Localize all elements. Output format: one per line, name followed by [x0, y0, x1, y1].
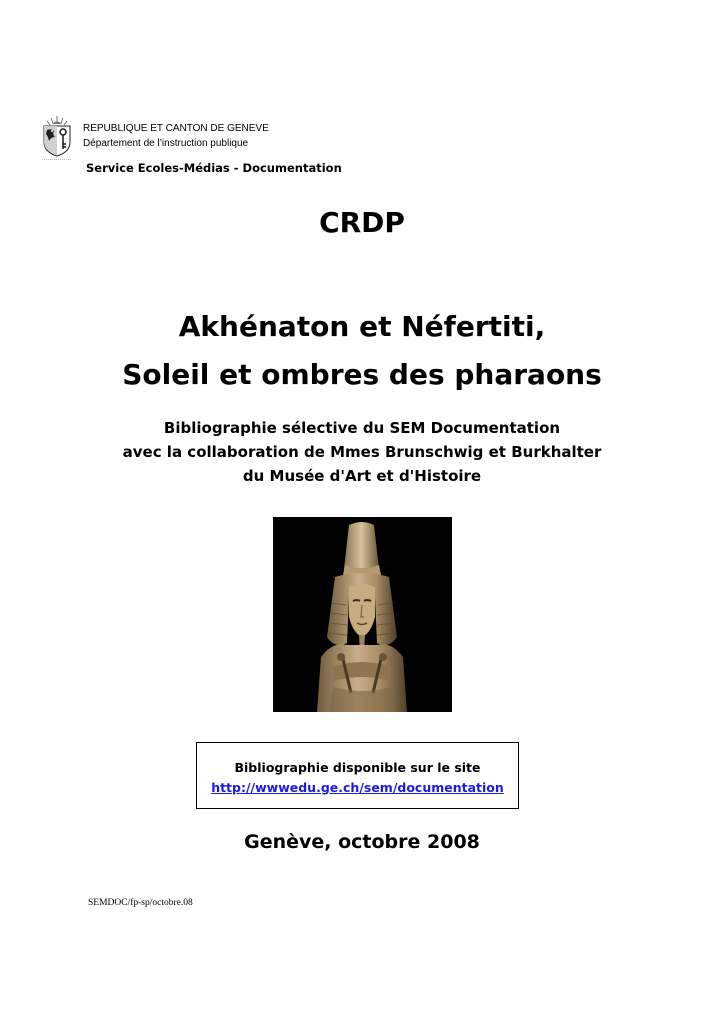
website-label: Bibliographie disponible sur le site — [234, 760, 481, 775]
geneva-coat-of-arms-icon — [40, 114, 74, 162]
website-link-line — [197, 780, 518, 795]
documentation-link[interactable]: http://wwwedu.ge.ch/sem/documentation — [211, 780, 504, 795]
website-info-box — [196, 742, 519, 809]
akhenaten-statue-image — [273, 517, 452, 712]
service-line: Service Ecoles-Médias - Documentation — [86, 161, 342, 175]
subtitle-line2: avec la collaboration de Mmes Brunschwig et Burkhalter — [122, 443, 602, 461]
footer-reference: SEMDOC/fp-sp/octobre.08 — [88, 898, 193, 908]
department-line: Département de l’instruction publique — [83, 138, 249, 149]
subtitle-line3: du Musée d'Art et d'Histoire — [242, 467, 482, 485]
republic-line: REPUBLIQUE ET CANTON DE GENEVE — [83, 123, 269, 134]
document-title-line2: Soleil et ombres des pharaons — [122, 358, 602, 391]
document-title-line1: Akhénaton et Néfertiti, — [178, 310, 546, 343]
place-date: Genève, octobre 2008 — [244, 831, 480, 853]
organization-title: CRDP — [319, 206, 405, 239]
subtitle-line1: Bibliographie sélective du SEM Documentation — [163, 419, 561, 437]
